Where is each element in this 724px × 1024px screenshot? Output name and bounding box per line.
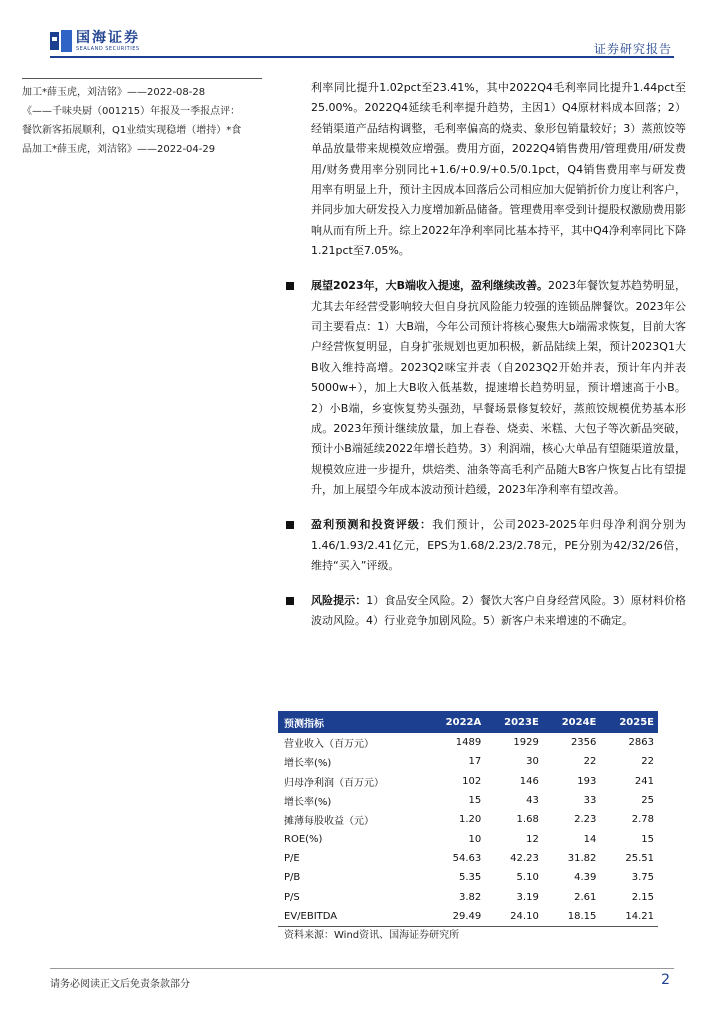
table-cell: 17 [468,756,482,768]
table-cell: 3.19 [516,891,539,903]
table-cell: 241 [634,775,654,787]
related-reports [22,78,262,159]
table-cell: 摊薄每股收益（元） [284,816,374,828]
related-report-line: 加工*薛玉虎，刘洁铭》——2022-08-28 [22,87,206,98]
outlook-text: 2023年餐饮复苏趋势明显，尤其去年经营受影响较大但自身抗风险能力较强的连锁品牌餐饮。2023年公司主要看点：1）大B端，今年公司预计将核心聚焦大b端需求恢复，目前大客户经营恢复明显，自身扩张规划也更加积极，新品陆续上架，预计2023Q1大B收入维持高增。2023Q2咪宝并表（自2023Q2开始并表，预计年内并表5000w+），加上大B收入低基数，提速增长趋势明显，预计增速高于小B。2）小B端，乡宴恢复势头强劲，早餐场景修复较好，蒸煎饺规模优势基本形成。2023年预计继续放量，加上春卷、烧卖、米糕、大包子等次新品突破，预计小B端延续2022年增长趋势。3）利润端，核心大单品有望随渠道放量，规模效应进一步提升，烘焙类、油条等高毛利产品随大B客户恢复占比有望提升，加上展望今年成本波动预计趋缓，2023年净利率有望改善。 [311,279,686,497]
table-cell: 1929 [513,737,539,749]
related-report-line: 《——千味央厨（001215）年报及一季报点评： [22,106,241,117]
table-row [278,772,658,791]
table-cell: 归母净利润（百万元） [284,777,384,789]
table-cell: 1489 [455,737,482,749]
table-cell: 24.10 [485,907,543,927]
table-cell: 14.21 [600,907,658,927]
table-cell: 2.23 [574,814,597,826]
risk-text: 1）食品安全风险。2）餐饮大客户自身经营风险。3）原材料价格波动风险。4）行业竞争加剧风险。5）新客户未来增速的不确定。 [311,593,686,628]
table-cell: 102 [462,775,482,787]
company-logo [50,30,140,52]
table-cell: 15 [641,833,654,845]
header-divider [50,56,674,58]
table-cell: 3.75 [631,872,654,884]
table-row [278,810,658,829]
table-cell: 营业收入（百万元） [284,739,374,751]
table-cell: 5.35 [458,872,482,884]
table-cell: 25.51 [625,852,654,864]
table-cell: 2.78 [631,814,654,826]
footer-divider [50,968,674,969]
table-cell: 2863 [628,737,654,749]
margin-analysis-paragraph: 利率同比提升1.02pct至23.41%，其中2022Q4毛利率同比提升1.44pct至25.00%。2022Q4延续毛利率提升趋势，主因1）Q4原材料成本回落；2）经销渠道产品结构调整，毛利率偏高的烧卖、象形包销量较好；3）蒸煎饺等单品放量带来规模效应增强。费用方面，2022Q4销售费用/管理费用/研发费用/财务费用率分别同比+1.6/+0.9/+0.5/0.1pct，Q4销售费用率与研发费用率有明显上升，预计主因成本回落后公司相应加大促销折价力度让利客户，并同步加大研发投入力度增加新品储备。管理费用率受到计提股权激励费用影响从而有所上升。综上2022年净利率同比基本持平，其中Q4净利率同比下降1.21pct至7.05%。 [311,81,686,258]
table-cell: 14 [583,833,597,845]
table-cell: 12 [526,833,539,845]
table-cell: 18.15 [543,907,601,927]
table-cell: P/S [284,891,300,903]
table-header-cell: 2023E [485,711,543,733]
table-cell: 54.63 [452,852,482,864]
table-cell: 1.68 [516,814,539,826]
table-row [278,868,658,887]
table-cell: 2.15 [631,891,654,903]
table-cell: EV/EBITDA [278,907,426,927]
logo-name-cn: 国海证券 [76,29,140,46]
table-header-cell: 预测指标 [278,711,426,733]
table-cell: 43 [526,795,539,807]
report-body [278,78,686,632]
table-row [278,733,658,752]
forecast-title: 盈利预测和投资评级： [311,518,433,532]
table-cell: 2356 [570,737,597,749]
page-number: 2 [661,972,670,988]
table-cell: 31.82 [567,852,597,864]
table-cell: 146 [519,775,539,787]
logo-name-en: SEALAND SECURITIES [76,45,140,52]
table-cell: 42.23 [510,852,539,864]
forecast-paragraph [278,515,686,576]
table-cell: 22 [641,756,654,768]
bullet-square-icon [286,597,294,605]
table-header-cell: 2024E [543,711,601,733]
table-cell: P/E [284,852,300,864]
forecast-table [278,711,658,927]
table-cell: 5.10 [516,872,539,884]
table-cell: 增长率(%) [284,797,332,809]
table-header-cell: 2022A [426,711,485,733]
table-row [278,829,658,848]
disclaimer-note: 请务必阅读正文后免责条款部分 [50,979,190,990]
table-cell: P/B [284,872,301,884]
table-source: 资料来源：Wind资讯、国海证券研究所 [284,930,460,941]
table-cell: 2.61 [574,891,597,903]
table-row [278,907,658,927]
related-report-line: 品加工*薛玉虎，刘洁铭》——2022-04-29 [22,144,216,155]
table-cell: 4.39 [574,872,597,884]
table-cell: 30 [526,756,539,768]
table-cell: 193 [577,775,597,787]
table-cell: 22 [583,756,597,768]
outlook-paragraph [278,276,686,500]
table-cell: 1.20 [458,814,482,826]
related-report-line: 餐饮新客拓展顺利，Q1业绩实现稳增（增持）*食 [22,125,242,136]
outlook-title: 展望2023年，大B端收入提速，盈利继续改善。 [311,279,548,293]
table-cell: 15 [468,795,482,807]
table-header-cell: 2025E [600,711,658,733]
table-cell: 3.82 [458,891,482,903]
logo-mark-icon [50,30,72,52]
report-type: 证券研究报告 [593,42,672,56]
table-cell: ROE(%) [284,833,323,845]
forecast-text: 我们预计，公司2023-2025年归母净利润分别为1.46/1.93/2.41亿元，EPS为1.68/2.23/2.78元，PE分别为42/32/26倍，维持“买入”评级。 [311,518,686,572]
table-header-row [278,711,658,733]
table-row [278,887,658,906]
risk-paragraph [278,591,686,632]
table-row [278,791,658,810]
table-row [278,849,658,868]
table-cell: 29.49 [426,907,485,927]
bullet-square-icon [286,282,294,290]
risk-title: 风险提示： [311,593,367,607]
table-cell: 25 [641,795,654,807]
table-row [278,752,658,771]
bullet-square-icon [286,521,294,529]
table-cell: 33 [583,795,597,807]
table-cell: 增长率(%) [284,758,332,770]
table-cell: 10 [468,833,482,845]
